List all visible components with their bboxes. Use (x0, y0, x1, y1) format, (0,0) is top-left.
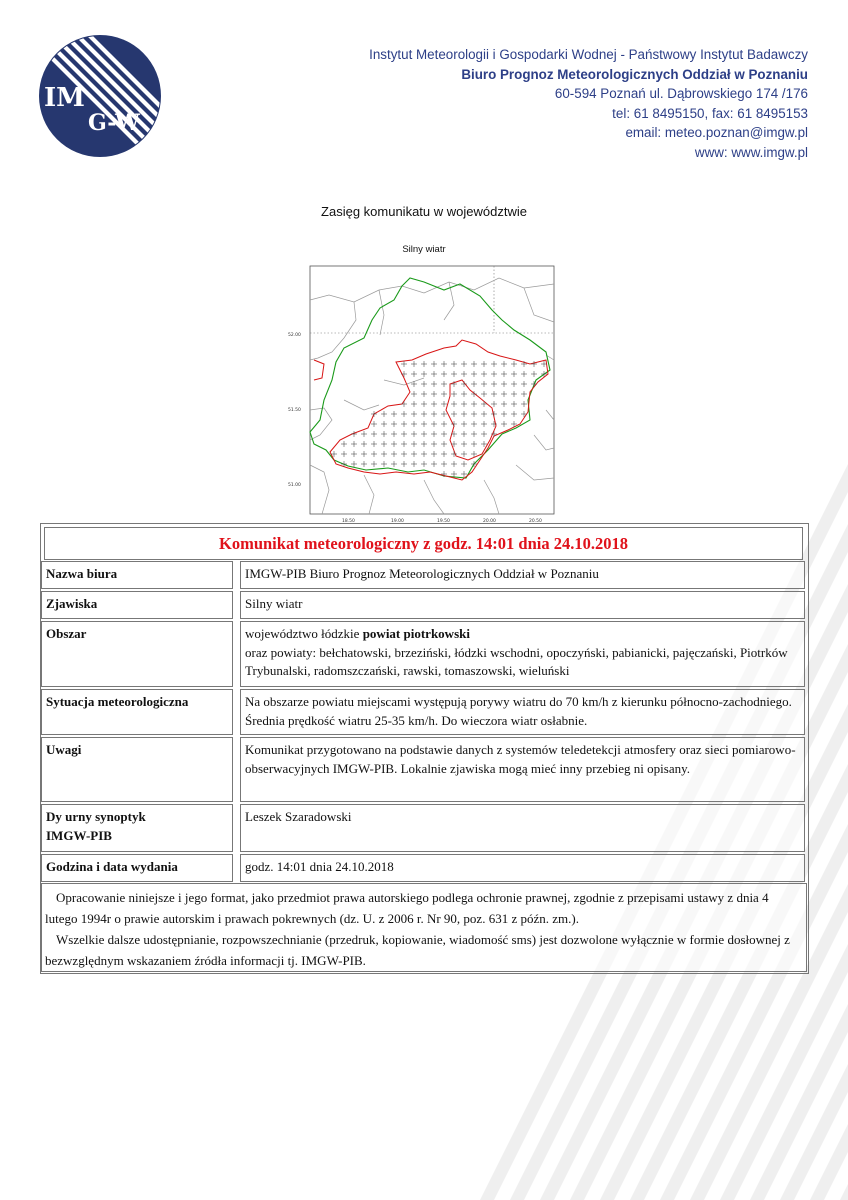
warning-area-map (284, 260, 560, 526)
value-office: IMGW-PIB Biuro Prognoz Meteorologicznych Oddział w Poznaniu (240, 561, 805, 589)
value-forecaster: Leszek Szaradowski (240, 804, 805, 852)
label-area: Obszar (41, 621, 233, 687)
area-other-counties: oraz powiaty: bełchatowski, brzeziński, łódzki wschodni, opoczyński, pabianicki, pajęczański, Piotrków Trybunalski, radomszczański, rawski, tomaszowski, wieluński (245, 644, 788, 678)
institute-header (288, 45, 808, 163)
lon-label: 20.00 (483, 519, 496, 524)
communique-title: Komunikat meteorologiczny z godz. 14:01 dnia 24.10.2018 (44, 527, 803, 560)
label-office: Nazwa biura (41, 561, 233, 589)
redistribution-paragraph: Wszelkie dalsze udostępnianie, rozpowszechnianie (przedruk, kopiowanie, wiadomość sms) jest dozwolone wyłącznie w formie dosłownej z bezwzględnym wskazaniem źródła informacji tj. IMGW-PIB. (45, 932, 790, 968)
lon-label: 19.50 (437, 519, 450, 524)
office-name: Biuro Prognoz Meteorologicznych Oddział w Poznaniu (461, 66, 808, 82)
label-notes: Uwagi (41, 737, 233, 802)
phone: tel: 61 8495150, fax: 61 8495153 (612, 105, 808, 121)
logo-text-top: IM (44, 83, 85, 113)
lat-label: 51.00 (288, 483, 301, 488)
area-voivodeship: województwo łódzkie (245, 626, 363, 641)
copyright-footer (41, 883, 807, 972)
label-situation: Sytuacja meteorologiczna (41, 689, 233, 735)
label-forecaster (41, 804, 233, 852)
value-notes: Komunikat przygotowano na podstawie danych z systemów teledetekcji atmosfery oraz sieci pomiarowo-obserwacyjnych IMGW-PIB. Lokalnie zjawiska mogą mieć inny przebieg ni opisany. (240, 737, 805, 802)
imgw-logo (38, 34, 162, 158)
label-forecaster-line1: Dy urny synoptyk (46, 809, 146, 824)
area-main-county: powiat piotrkowski (362, 626, 470, 641)
institute-name: Instytut Meteorologii i Gospodarki Wodnej - Państwowy Instytut Badawczy (369, 47, 808, 62)
lat-label: 51.50 (288, 408, 301, 413)
email[interactable]: email: meteo.poznan@imgw.pl (625, 125, 808, 141)
value-issue-time: godz. 14:01 dnia 24.10.2018 (240, 854, 805, 882)
label-forecaster-line2: IMGW-PIB (46, 827, 112, 843)
map-frame (310, 266, 554, 514)
logo-text-bottom: G-W (88, 110, 140, 136)
website[interactable]: www: www.imgw.pl (694, 144, 808, 160)
copyright-paragraph: Opracowanie niniejsze i jego format, jako przedmiot prawa autorskiego podlega ochronie prawnej, zgodnie z przepisami ustawy z dnia 4 lutego 1994r o prawie autorskim i prawach pokrewnych (dz. U. z 2006 r. Nr 90, poz. 631 z późn. zm.). (45, 890, 769, 926)
label-phenomena: Zjawiska (41, 591, 233, 619)
value-phenomena: Silny wiatr (240, 591, 805, 619)
lon-label: 20.50 (529, 519, 542, 524)
lon-label: 18.50 (342, 519, 355, 524)
map-title: Silny wiatr (402, 244, 446, 255)
value-area (240, 621, 805, 687)
address: 60-594 Poznań ul. Dąbrowskiego 174 /176 (554, 86, 808, 102)
label-issue-time: Godzina i data wydania (41, 854, 233, 882)
map-caption: Zasięg komunikatu w województwie (321, 204, 527, 219)
lon-label: 19.00 (391, 519, 404, 524)
value-situation: Na obszarze powiatu miejscami występują porywy wiatru do 70 km/h z kierunku północno-zachodniego. Średnia prędkość wiatru 25-35 km/h. Do wieczora wiatr osłabnie. (240, 689, 805, 735)
lat-label: 52.00 (288, 333, 301, 338)
